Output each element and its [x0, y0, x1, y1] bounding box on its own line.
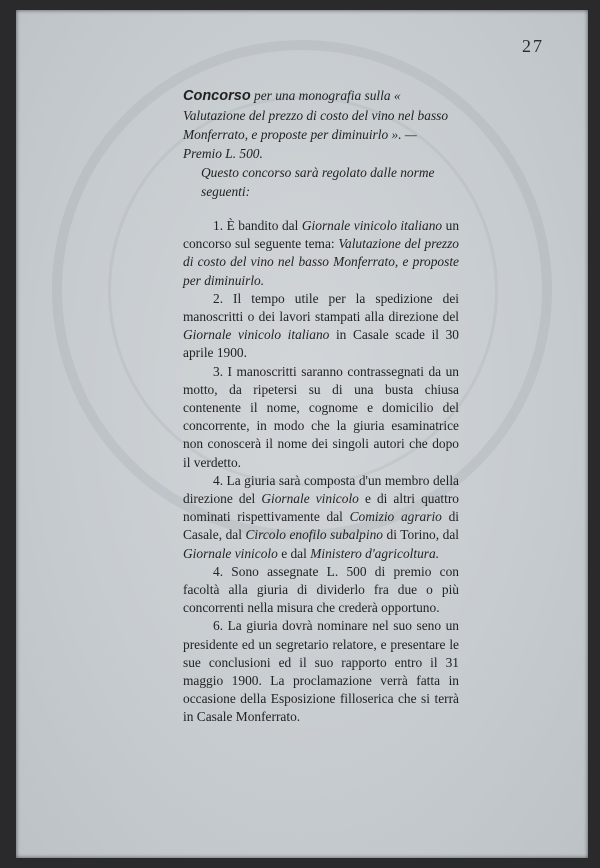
rule-1-text: 1. È bandito dal: [213, 218, 302, 233]
rule-1-text-2: un concorso sul seguente tema:: [183, 218, 460, 252]
rule-2-text: 2. Il tempo utile per la spedizione dei manoscritti o dei lavori stampati alla direzione del: [183, 290, 459, 325]
rule-2-text-2: in Casale scade il 30 aprile 1900.: [183, 327, 459, 361]
rule-2-newspaper: Giornale vinicolo italiano: [183, 327, 330, 343]
rule-1-theme: Valutazione del prezzo di costo del vino nel basso Monferrato, e proposte per diminuirlo.: [183, 236, 460, 288]
rule-4-newspaper-2: Giornale vinicolo: [183, 545, 278, 561]
rule-4-ministero: Ministero d'agricoltura.: [310, 545, 440, 561]
rule-6-text: 6. La giuria dovrà nominare nel suo seno un presidente ed un segretario relatore, e presentare le sue conclusioni ed il suo rapporto entro il 31 maggio 1900. La proclamazione verrà fatta in occasione della Esposizione filloserica che si terrà in Casale Monferrato.: [183, 618, 459, 725]
rule-4-text-4: di Torino, dal: [383, 527, 459, 543]
rule-5-text: 4. Sono assegnate L. 500 di premio con facoltà alla giuria di dividerlo fra due o più concorrenti nella misura che crederà opportuno.: [183, 563, 459, 616]
contest-description: per una monografia sulla « Valutazione del prezzo di costo del vino nel basso Monferrato, e proposte per diminuirlo ». — Premio L. 500.: [183, 88, 449, 161]
rule-4-text-5: e dal: [277, 545, 311, 561]
page-number: 27: [522, 36, 544, 56]
rule-4-circolo: Circolo enofilo subalpino: [245, 527, 383, 543]
rule-paragraph-5: [183, 563, 459, 618]
rules-note: Questo concorso sarà regolato dalle norme seguenti:: [201, 165, 435, 199]
rule-1-newspaper: Giornale vinicolo italiano: [301, 218, 443, 233]
rule-3-text: 3. I manoscritti saranno contrassegnati da un motto, da ripetersi su di una busta chiusa contenente il nome, cognome e domicilio del concorrente, in modo che la giuria esaminatrice non conoscerà il nome dei singoli autori che dopo il verdetto.: [183, 363, 459, 470]
rule-paragraph-4: [183, 472, 459, 563]
rule-paragraph-6: [183, 617, 459, 726]
rule-4-text-3: di Casale, dal: [183, 509, 459, 543]
rule-4-text-2: e di altri quattro nominati rispettivamente dal: [183, 491, 459, 525]
rule-4-newspaper: Giornale vinicolo: [261, 491, 359, 507]
rule-paragraph-2: [183, 290, 459, 363]
rule-4-comizio: Comizio agrario: [349, 509, 442, 525]
contest-heading: Concorso: [183, 88, 251, 104]
contest-intro: [183, 86, 459, 201]
rule-4-text: 4. La giuria sarà composta d'un membro della direzione del: [183, 472, 459, 507]
rule-paragraph-1: [183, 217, 459, 290]
rule-paragraph-3: [183, 363, 459, 472]
document-page: [16, 10, 588, 858]
article-body: [183, 86, 459, 727]
